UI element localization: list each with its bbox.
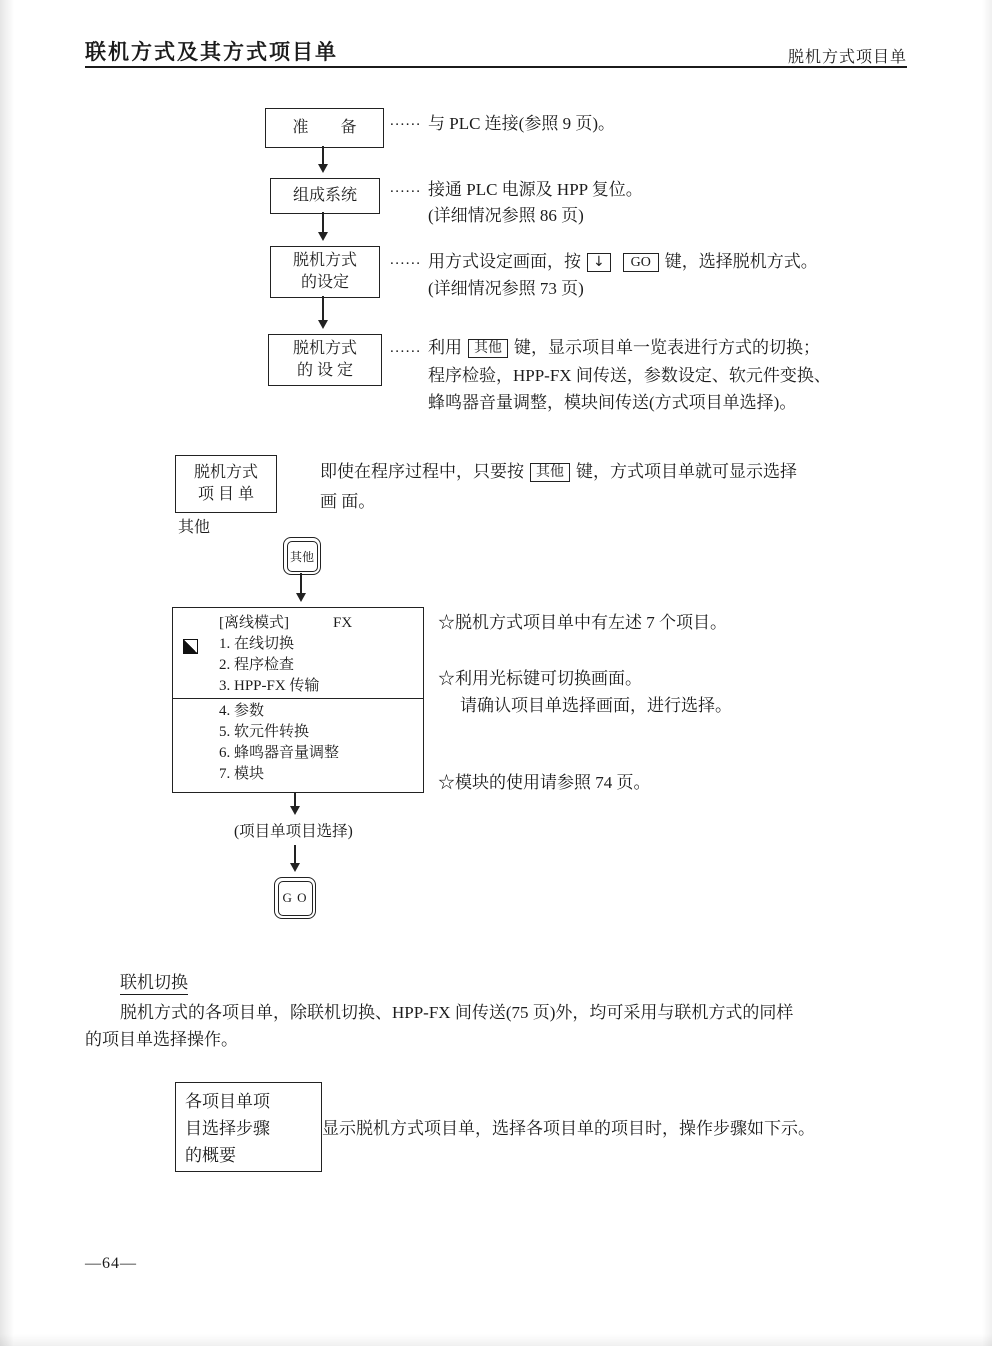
menu-select-label: (项目单项目选择) — [234, 823, 353, 840]
screen-model: FX — [333, 615, 353, 631]
page-number: —64— — [85, 1255, 137, 1272]
flow-box-system — [270, 178, 380, 214]
flow-box-offline-set2 — [268, 334, 382, 386]
go-keycap-label: G O — [278, 881, 313, 916]
step4-desc-pre: 利用 — [428, 338, 462, 357]
flow-box-offline-set2-line1: 脱机方式 — [292, 340, 357, 357]
summary-box — [175, 1082, 322, 1172]
step3-desc-post: 键，选择脱机方式。 — [664, 252, 818, 271]
step4-desc — [428, 334, 831, 417]
down-arrow-icon — [294, 793, 296, 812]
down-key-icon: ↓ — [587, 253, 611, 272]
step3-desc-pre: 用方式设定画面，按 — [428, 252, 581, 271]
step4-desc-post: 键，显示项目单一览表进行方式的切换； — [514, 338, 820, 357]
intro-text-pre: 即使在程序过程中，只要按 — [320, 462, 524, 481]
down-arrow-icon — [300, 573, 302, 599]
intro-text — [320, 457, 797, 517]
step2-desc — [428, 177, 643, 229]
section-title: 联机切换 — [120, 968, 188, 995]
dots-2: ...... — [390, 180, 422, 196]
flow-box-offline-set-line2: 的设定 — [300, 274, 349, 291]
screen-mode-title: [离线模式] — [219, 615, 289, 631]
offline-menu-box-line1: 脱机方式 — [193, 464, 258, 481]
flow-box-offline-set — [270, 246, 380, 298]
step4-desc-line3: 蜂鸣器音量调整，模块间传送(方式项目单选择)。 — [428, 393, 797, 412]
menu-item: 3. HPP-FX 传输 — [219, 678, 320, 694]
offline-menu-box — [175, 455, 277, 513]
other-keycap — [283, 537, 321, 575]
step4-desc-line2: 程序检验，HPP-FX 间传送，参数设定、软元件变换、 — [428, 365, 831, 385]
page-title: 联机方式及其方式项目单 — [85, 40, 338, 64]
flow-box-offline-set2-line2: 的 设 定 — [296, 362, 353, 379]
summary-box-line1: 各项目单项 — [185, 1092, 270, 1111]
menu-item: 5. 软元件转换 — [219, 724, 310, 740]
header-rule — [85, 66, 907, 68]
hpp-screen — [172, 607, 424, 793]
go-keycap — [274, 877, 316, 919]
menu-item: 7. 模块 — [219, 766, 265, 782]
summary-box-line3: 的概要 — [185, 1146, 236, 1165]
down-arrow-icon — [322, 212, 324, 238]
note-2b: 请确认项目单选择画面，进行选择。 — [460, 696, 732, 715]
flow-box-offline-set-line1: 脱机方式 — [292, 252, 357, 269]
note-2: ☆利用光标键可切换画面。 — [438, 669, 642, 688]
flow-box-prepare — [265, 108, 384, 148]
summary-text: 显示脱机方式项目单，选择各项目单的项目时，操作步骤如下示。 — [322, 1119, 815, 1138]
step3-desc — [428, 248, 818, 302]
dots-3: ...... — [390, 252, 422, 268]
cursor-icon — [183, 639, 198, 654]
step3-desc-note: (详细情况参照 73 页) — [428, 279, 584, 298]
note-3: ☆模块的使用请参照 74 页。 — [438, 773, 651, 792]
screen-title-row — [173, 613, 423, 634]
section-paragraph-line2: 的项目单选择操作。 — [85, 1030, 238, 1049]
dots-1: ...... — [390, 113, 422, 129]
note-1: ☆脱机方式项目单中有左述 7 个项目。 — [438, 613, 727, 632]
go-key-inline: GO — [623, 253, 659, 272]
other-keycap-label: 其他 — [287, 541, 318, 572]
page-subtitle: 脱机方式项目单 — [787, 49, 907, 66]
menu-item: 2. 程序检查 — [219, 657, 295, 673]
summary-box-line2: 目选择步骤 — [185, 1119, 270, 1138]
down-arrow-icon — [322, 146, 324, 170]
menu-item: 6. 蜂鸣器音量调整 — [219, 745, 340, 761]
step1-desc: 与 PLC 连接(参照 9 页)。 — [428, 114, 615, 133]
step2-desc-line1: 接通 PLC 电源及 HPP 复位。 — [428, 180, 643, 199]
other-key-inline: 其他 — [468, 339, 508, 358]
other-key-caption: 其他 — [178, 519, 211, 536]
screen-divider — [173, 698, 423, 699]
down-arrow-icon — [294, 845, 296, 869]
other-key-inline: 其他 — [530, 463, 570, 482]
section-paragraph-line1: 脱机方式的各项目单，除联机切换、HPP-FX 间传送(75 页)外，均可采用与联机方式的同样 — [120, 1003, 794, 1022]
down-arrow-icon — [322, 296, 324, 326]
flow-box-system-label: 组成系统 — [292, 187, 357, 204]
step2-desc-line2: (详细情况参照 86 页) — [428, 206, 584, 225]
flow-box-prepare-label: 准 备 — [292, 119, 357, 136]
intro-text-post: 键，方式项目单就可显示选择 — [576, 462, 797, 481]
dots-4: ...... — [390, 340, 422, 356]
menu-item: 4. 参数 — [219, 703, 265, 719]
offline-menu-box-line2: 项 目 单 — [197, 486, 254, 503]
intro-text-line2: 画 面。 — [320, 492, 376, 511]
menu-item: 1. 在线切换 — [219, 636, 295, 652]
